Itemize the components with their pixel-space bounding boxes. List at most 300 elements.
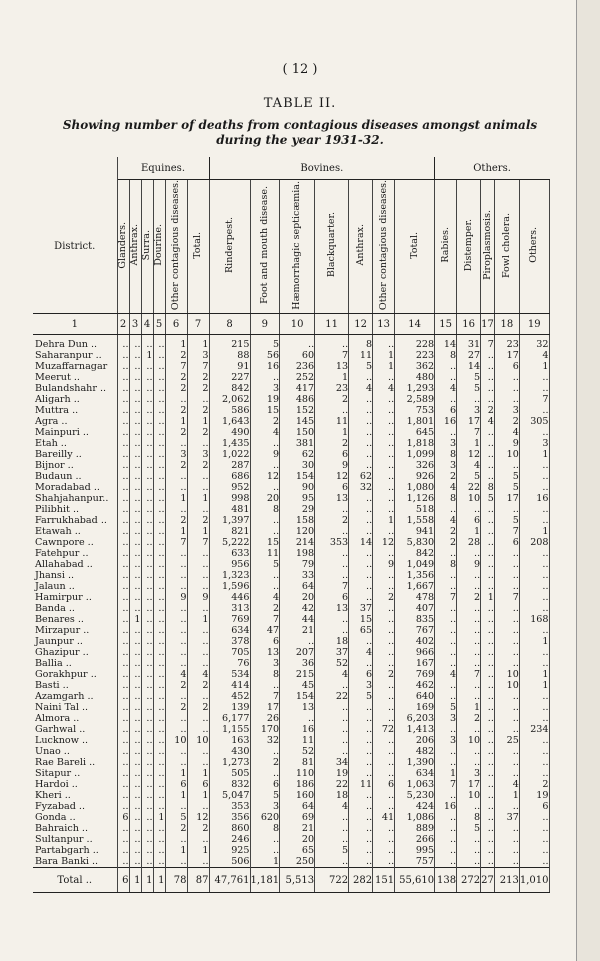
table-row: [33, 537, 549, 548]
table-cell: 6,177: [209, 713, 250, 724]
table-cell: ..: [373, 603, 395, 614]
table-cell: ..: [153, 592, 165, 603]
table-cell: 14: [457, 361, 481, 372]
table-cell: ..: [373, 735, 395, 746]
table-cell: ..: [165, 559, 187, 570]
table-cell: ..: [165, 548, 187, 559]
column-header: [519, 180, 549, 314]
table-cell: ..: [373, 427, 395, 438]
table-cell: ..: [481, 372, 495, 383]
table-cell: ..: [457, 647, 481, 658]
table-cell: 208: [519, 537, 549, 548]
table-row: [33, 471, 549, 482]
table-cell: 15: [349, 614, 373, 625]
table-cell: ..: [373, 482, 395, 493]
table-cell: 1,293: [395, 383, 435, 394]
table-cell: 1: [519, 669, 549, 680]
table-cell: 2: [519, 779, 549, 790]
table-cell: ..: [373, 746, 395, 757]
table-cell: ..: [481, 361, 495, 372]
table-cell: ..: [165, 625, 187, 636]
column-number: 11: [315, 314, 349, 335]
table-cell: ..: [141, 724, 153, 735]
table-cell: ..: [153, 724, 165, 735]
column-number: 14: [395, 314, 435, 335]
table-cell: ..: [117, 790, 129, 801]
table-cell: ..: [349, 504, 373, 515]
table-cell: 1,323: [209, 570, 250, 581]
table-cell: ..: [153, 680, 165, 691]
table-cell: ..: [153, 383, 165, 394]
table-cell: 9: [165, 592, 187, 603]
table-cell: ..: [435, 757, 457, 768]
total-cell: 272: [457, 868, 481, 893]
column-number: 12: [349, 314, 373, 335]
column-number: 19: [519, 314, 549, 335]
table-cell: 5,830: [395, 537, 435, 548]
table-cell: ..: [373, 636, 395, 647]
table-cell: 4: [349, 647, 373, 658]
district-name: Gonda ..: [33, 812, 117, 823]
table-cell: 2: [165, 515, 187, 526]
table-row: [33, 746, 549, 757]
district-name: Muzaffarnagar: [33, 361, 117, 372]
table-cell: 52: [280, 746, 315, 757]
table-cell: 1: [165, 493, 187, 504]
table-cell: 2: [435, 471, 457, 482]
table-cell: ..: [141, 526, 153, 537]
table-cell: ..: [315, 834, 349, 845]
table-cell: ..: [519, 647, 549, 658]
table-row: [33, 658, 549, 669]
table-cell: ..: [519, 845, 549, 856]
table-cell: 3: [435, 713, 457, 724]
table-cell: 2: [187, 515, 209, 526]
table-cell: 995: [395, 845, 435, 856]
table-cell: ..: [187, 581, 209, 592]
table-cell: ..: [129, 768, 141, 779]
table-cell: ..: [494, 691, 519, 702]
table-cell: 12: [250, 471, 280, 482]
table-cell: ..: [250, 570, 280, 581]
column-header: [153, 180, 165, 314]
table-cell: ..: [519, 570, 549, 581]
table-cell: 8: [435, 493, 457, 504]
table-cell: ..: [250, 768, 280, 779]
table-cell: 10: [187, 735, 209, 746]
table-cell: 34: [315, 757, 349, 768]
column-header-label: Others.: [528, 227, 540, 263]
table-cell: ..: [315, 625, 349, 636]
table-cell: 925: [209, 845, 250, 856]
table-cell: 88: [209, 350, 250, 361]
table-cell: 313: [209, 603, 250, 614]
district-name: Mainpuri ..: [33, 427, 117, 438]
table-cell: 14: [435, 335, 457, 351]
table-row: [33, 845, 549, 856]
table-cell: 9: [187, 592, 209, 603]
table-row: [33, 460, 549, 471]
total-cell: 213: [494, 868, 519, 893]
table-cell: 91: [209, 361, 250, 372]
table-cell: ..: [187, 570, 209, 581]
table-cell: ..: [153, 790, 165, 801]
total-cell: 151: [373, 868, 395, 893]
table-cell: ..: [187, 394, 209, 405]
table-cell: 250: [280, 856, 315, 868]
table-cell: 110: [280, 768, 315, 779]
table-cell: 5: [494, 515, 519, 526]
table-cell: ..: [165, 713, 187, 724]
table-cell: 32: [519, 335, 549, 351]
table-cell: ..: [129, 801, 141, 812]
table-cell: 356: [209, 812, 250, 823]
table-cell: 3: [187, 350, 209, 361]
district-name: Sitapur ..: [33, 768, 117, 779]
table-cell: ..: [315, 504, 349, 515]
table-cell: 41: [373, 812, 395, 823]
table-cell: ..: [435, 361, 457, 372]
table-cell: ..: [435, 394, 457, 405]
table-cell: 4: [315, 669, 349, 680]
table-cell: 1,126: [395, 493, 435, 504]
table-cell: 6: [373, 779, 395, 790]
table-cell: ..: [349, 823, 373, 834]
table-cell: ..: [494, 504, 519, 515]
table-cell: 6: [435, 405, 457, 416]
table-cell: ..: [481, 548, 495, 559]
table-row: [33, 735, 549, 746]
table-row: [33, 669, 549, 680]
table-cell: ..: [373, 680, 395, 691]
table-cell: ..: [117, 636, 129, 647]
table-row: [33, 427, 549, 438]
table-cell: 2: [435, 526, 457, 537]
table-cell: ..: [519, 427, 549, 438]
table-cell: 1,390: [395, 757, 435, 768]
table-cell: ..: [153, 361, 165, 372]
table-cell: ..: [153, 746, 165, 757]
table-cell: 4: [494, 427, 519, 438]
column-header-label: Rabies.: [439, 227, 451, 263]
column-header: [349, 180, 373, 314]
table-row: [33, 394, 549, 405]
table-cell: ..: [481, 471, 495, 482]
table-cell: 832: [209, 779, 250, 790]
table-cell: ..: [187, 559, 209, 570]
table-cell: ..: [373, 335, 395, 351]
table-row: [33, 350, 549, 361]
table-cell: ..: [117, 460, 129, 471]
column-header: [280, 180, 315, 314]
table-cell: 4: [250, 427, 280, 438]
table-cell: 4: [481, 416, 495, 427]
table-cell: 47: [250, 625, 280, 636]
table-cell: ..: [153, 335, 165, 351]
district-name: Moradabad ..: [33, 482, 117, 493]
table-cell: 236: [280, 361, 315, 372]
table-cell: ..: [373, 625, 395, 636]
table-cell: 10: [494, 669, 519, 680]
table-cell: ..: [373, 449, 395, 460]
table-cell: ..: [117, 614, 129, 625]
table-cell: ..: [457, 845, 481, 856]
group-others: Others.: [435, 157, 549, 180]
table-cell: ..: [129, 394, 141, 405]
total-cell: 78: [165, 868, 187, 893]
table-cell: ..: [494, 559, 519, 570]
table-cell: ..: [315, 856, 349, 868]
district-name: Agra ..: [33, 416, 117, 427]
table-cell: ..: [141, 559, 153, 570]
table-cell: ..: [165, 636, 187, 647]
table-cell: ..: [153, 537, 165, 548]
table-cell: 1: [315, 427, 349, 438]
table-cell: ..: [117, 856, 129, 868]
table-cell: ..: [141, 647, 153, 658]
table-cell: 7: [435, 779, 457, 790]
total-cell: 55,610: [395, 868, 435, 893]
table-cell: 446: [209, 592, 250, 603]
district-name: Basti ..: [33, 680, 117, 691]
table-cell: 478: [395, 592, 435, 603]
table-cell: 2: [187, 823, 209, 834]
table-cell: 5: [250, 559, 280, 570]
table-cell: 19: [315, 768, 349, 779]
table-cell: ..: [153, 372, 165, 383]
district-name: Gorakhpur ..: [33, 669, 117, 680]
table-cell: ..: [250, 680, 280, 691]
table-cell: 2: [457, 713, 481, 724]
table-cell: 2: [165, 680, 187, 691]
table-cell: 5: [349, 691, 373, 702]
table-cell: 1: [187, 335, 209, 351]
table-cell: 842: [395, 548, 435, 559]
table-cell: ..: [129, 790, 141, 801]
table-cell: ..: [153, 460, 165, 471]
table-cell: 3: [519, 438, 549, 449]
table-cell: 62: [349, 471, 373, 482]
table-cell: 32: [250, 735, 280, 746]
table-cell: 941: [395, 526, 435, 537]
table-cell: 207: [280, 647, 315, 658]
table-cell: 3: [187, 449, 209, 460]
table-cell: 6,203: [395, 713, 435, 724]
table-cell: ..: [141, 460, 153, 471]
table-cell: ..: [494, 856, 519, 868]
table-cell: ..: [519, 658, 549, 669]
table-cell: 7: [315, 581, 349, 592]
table-cell: 505: [209, 768, 250, 779]
table-row: [33, 823, 549, 834]
table-cell: ..: [117, 735, 129, 746]
table-cell: 4: [349, 383, 373, 394]
table-cell: 228: [395, 335, 435, 351]
district-name: Hamirpur ..: [33, 592, 117, 603]
table-cell: ..: [373, 581, 395, 592]
table-cell: ..: [457, 757, 481, 768]
table-cell: ..: [141, 504, 153, 515]
table-cell: ..: [349, 526, 373, 537]
table-cell: ..: [129, 669, 141, 680]
table-cell: 13: [315, 361, 349, 372]
table-cell: 7: [250, 691, 280, 702]
table-cell: 9: [373, 559, 395, 570]
table-cell: ..: [519, 559, 549, 570]
table-cell: ..: [129, 625, 141, 636]
table-cell: 5: [457, 823, 481, 834]
table-cell: 4: [435, 383, 457, 394]
table-cell: 20: [250, 493, 280, 504]
table-cell: ..: [519, 757, 549, 768]
table-row: [33, 515, 549, 526]
table-cell: ..: [315, 746, 349, 757]
table-cell: ..: [373, 834, 395, 845]
table-cell: ..: [494, 713, 519, 724]
table-cell: 64: [280, 801, 315, 812]
district-name: Aligarh ..: [33, 394, 117, 405]
table-cell: ..: [141, 614, 153, 625]
table-cell: ..: [481, 581, 495, 592]
district-name: Fyzabad ..: [33, 801, 117, 812]
table-cell: ..: [494, 548, 519, 559]
table-cell: 10: [457, 735, 481, 746]
table-cell: ..: [165, 471, 187, 482]
table-cell: 705: [209, 647, 250, 658]
table-cell: ..: [141, 636, 153, 647]
table-cell: 23: [494, 335, 519, 351]
table-cell: 25: [494, 735, 519, 746]
table-cell: 407: [395, 603, 435, 614]
table-cell: ..: [481, 559, 495, 570]
table-cell: ..: [250, 515, 280, 526]
table-cell: ..: [519, 823, 549, 834]
table-cell: 1,022: [209, 449, 250, 460]
table-cell: ..: [153, 779, 165, 790]
table-cell: 37: [349, 603, 373, 614]
table-cell: ..: [373, 471, 395, 482]
table-cell: ..: [117, 504, 129, 515]
table-cell: ..: [141, 537, 153, 548]
total-label: Total ..: [33, 868, 117, 893]
table-cell: 5: [457, 383, 481, 394]
table-cell: ..: [141, 790, 153, 801]
table-cell: ..: [141, 856, 153, 868]
table-cell: ..: [187, 801, 209, 812]
table-cell: ..: [165, 614, 187, 625]
table-cell: 69: [280, 812, 315, 823]
table-cell: 1: [153, 812, 165, 823]
table-cell: 7: [494, 592, 519, 603]
table-cell: 634: [209, 625, 250, 636]
table-cell: 21: [280, 823, 315, 834]
table-cell: 1,273: [209, 757, 250, 768]
table-cell: 2: [457, 592, 481, 603]
table-cell: 769: [209, 614, 250, 625]
table-cell: ..: [519, 471, 549, 482]
table-cell: 8: [457, 812, 481, 823]
table-cell: ..: [141, 735, 153, 746]
total-cell: 138: [435, 868, 457, 893]
table-cell: 1: [435, 768, 457, 779]
table-cell: 4: [435, 669, 457, 680]
table-row: [33, 625, 549, 636]
table-cell: ..: [187, 647, 209, 658]
table-cell: ..: [129, 537, 141, 548]
table-cell: 402: [395, 636, 435, 647]
district-name: Bareilly ..: [33, 449, 117, 460]
table-cell: ..: [153, 636, 165, 647]
table-cell: ..: [349, 559, 373, 570]
table-row: [33, 757, 549, 768]
table-cell: ..: [481, 735, 495, 746]
table-cell: ..: [457, 548, 481, 559]
table-cell: ..: [519, 625, 549, 636]
table-cell: ..: [481, 823, 495, 834]
table-cell: ..: [153, 614, 165, 625]
table-cell: 168: [519, 614, 549, 625]
table-cell: 18: [315, 790, 349, 801]
table-cell: ..: [481, 724, 495, 735]
table-cell: 1,080: [395, 482, 435, 493]
table-cell: ..: [165, 834, 187, 845]
table-cell: 2: [165, 702, 187, 713]
table-cell: ..: [349, 372, 373, 383]
table-cell: ..: [280, 713, 315, 724]
table-cell: ..: [117, 592, 129, 603]
caption-line-1: Showing number of deaths from contagious diseases amongst animals: [62, 118, 538, 132]
table-cell: 2: [187, 383, 209, 394]
table-cell: ..: [349, 570, 373, 581]
column-header: [117, 180, 129, 314]
table-cell: ..: [153, 713, 165, 724]
table-cell: ..: [315, 702, 349, 713]
table-cell: ..: [349, 438, 373, 449]
table-cell: 37: [315, 647, 349, 658]
table-cell: ..: [481, 790, 495, 801]
table-cell: 56: [250, 350, 280, 361]
table-cell: ..: [117, 845, 129, 856]
table-cell: 11: [349, 350, 373, 361]
table-cell: ..: [117, 724, 129, 735]
table-cell: ..: [457, 603, 481, 614]
table-cell: ..: [349, 427, 373, 438]
table-cell: ..: [129, 702, 141, 713]
table-cell: ..: [141, 482, 153, 493]
table-cell: 486: [280, 394, 315, 405]
table-cell: ..: [280, 335, 315, 351]
table-cell: ..: [481, 570, 495, 581]
table-cell: 33: [280, 570, 315, 581]
table-cell: ..: [153, 669, 165, 680]
table-cell: ..: [141, 471, 153, 482]
table-cell: 381: [280, 438, 315, 449]
table-cell: 198: [280, 548, 315, 559]
column-number: 15: [435, 314, 457, 335]
table-cell: 1,801: [395, 416, 435, 427]
table-cell: ..: [141, 845, 153, 856]
table-cell: ..: [165, 647, 187, 658]
table-cell: 62: [280, 449, 315, 460]
table-cell: ..: [481, 856, 495, 868]
district-name: Muttra ..: [33, 405, 117, 416]
table-cell: 620: [250, 812, 280, 823]
table-cell: 16: [280, 724, 315, 735]
table-cell: 20: [280, 592, 315, 603]
table-cell: 17: [250, 702, 280, 713]
table-cell: ..: [435, 856, 457, 868]
table-cell: ..: [494, 614, 519, 625]
